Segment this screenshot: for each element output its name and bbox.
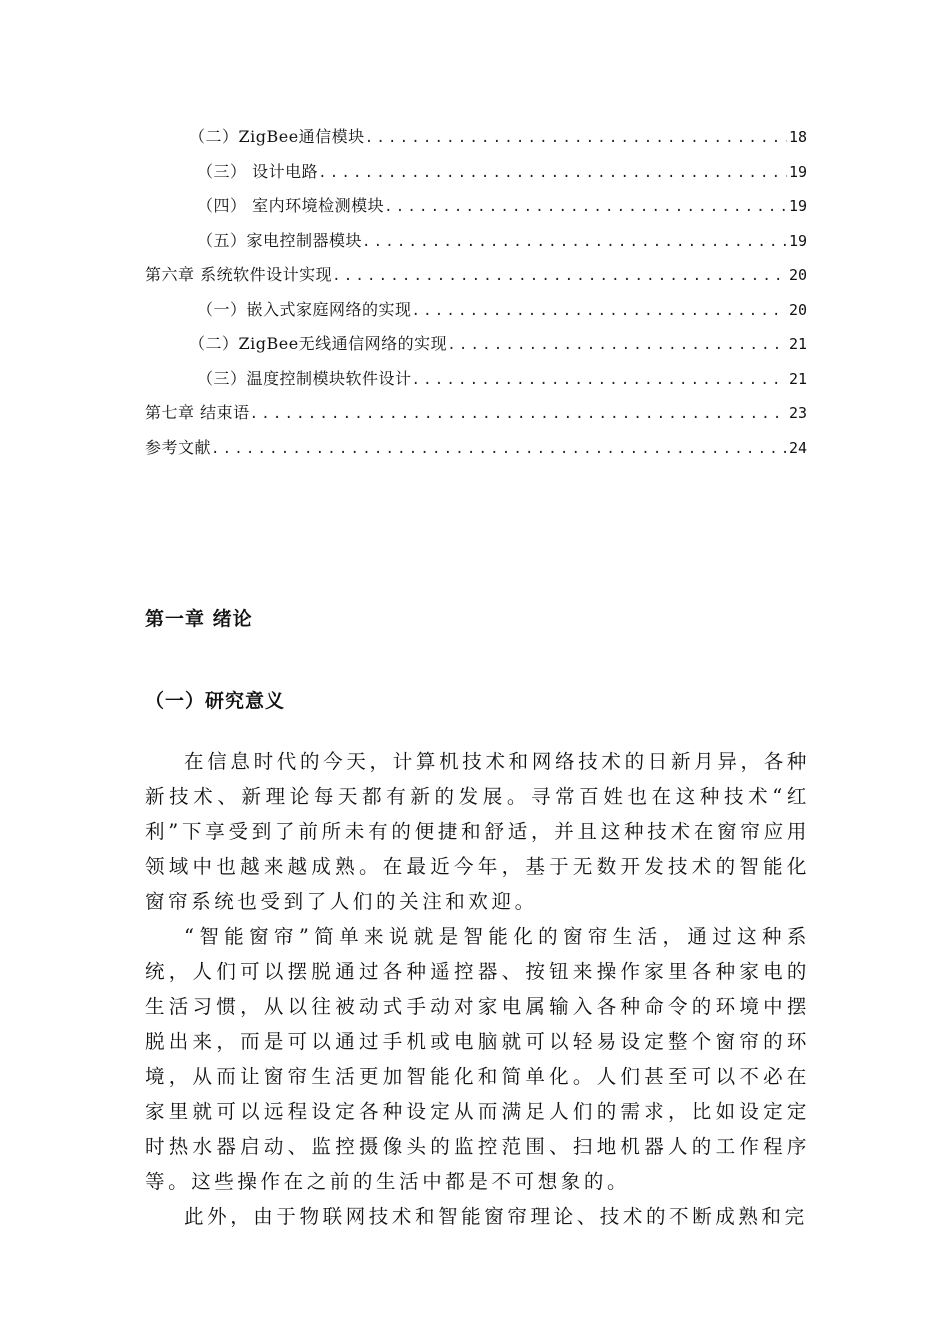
toc-entry[interactable]: [145, 258, 807, 293]
body-text: [145, 744, 810, 1234]
toc-entry-page: 20: [788, 266, 807, 284]
toc-leader-dots: [412, 363, 787, 398]
paragraph: 在信息时代的今天，计算机技术和网络技术的日新月异，各种新技术、新理论每天都有新的发展。寻常百姓也在这种技术“红利”下享受到了前所未有的便捷和舒适，并且这种技术在窗帘应用领域中也越来越成熟。在最近今年，基于无数开发技术的智能化窗帘系统也受到了人们的关注和欢迎。: [145, 750, 810, 913]
toc-leader-dots: [211, 432, 787, 467]
toc-entry[interactable]: [145, 224, 807, 259]
paragraph: “智能窗帘”简单来说就是智能化的窗帘生活，通过这种系统，人们可以摆脱通过各种遥控器、按钮来操作家里各种家电的生活习惯，从以往被动式手动对家电属输入各种命令的环境中摆脱出来，而是可以通过手机或电脑就可以轻易设定整个窗帘的环境，从而让窗帘生活更加智能化和简单化。人们甚至可以不必在家里就可以远程设定各种设定从而满足人们的需求，比如设定定时热水器启动、监控摄像头的监控范围、扫地机器人的工作程序等。这些操作在之前的生活中都是不可想象的。: [145, 925, 810, 1193]
toc-leader-dots: [318, 156, 787, 191]
toc-entry-title: （二）ZigBee通信模块: [189, 127, 365, 146]
toc-entry-page: 21: [788, 369, 807, 388]
toc-entry-title: （三）温度控制模块软件设计: [197, 368, 412, 388]
toc-entry-page: 19: [788, 162, 807, 181]
toc-entry-page: 18: [788, 128, 807, 146]
toc-entry-page: 23: [788, 404, 807, 422]
toc-entry-page: 20: [788, 300, 807, 319]
toc-leader-dots: [362, 225, 787, 260]
toc-leader-dots: [412, 294, 787, 329]
toc-entry-title: （一）嵌入式家庭网络的实现: [197, 299, 412, 319]
toc-entry-title: （四） 室内环境检测模块: [197, 196, 385, 215]
toc-entry-title: 参考文献: [145, 437, 212, 457]
toc-leader-dots: [447, 328, 787, 363]
toc-entry-page: 19: [788, 197, 807, 215]
toc-entry-title: （五）家电控制器模块: [197, 230, 363, 250]
toc-leader-dots: [250, 397, 787, 432]
toc-entry[interactable]: [145, 189, 807, 224]
toc-leader-dots: [384, 190, 787, 225]
toc-entry[interactable]: [145, 293, 807, 328]
toc-entry-title: （二）ZigBee无线通信网络的实现: [189, 334, 448, 353]
paragraph: 此外，由于物联网技术和智能窗帘理论、技术的不断成熟和完: [184, 1205, 808, 1228]
toc-entry[interactable]: [145, 327, 807, 362]
toc-entry-title: 第七章 结束语: [145, 403, 250, 422]
table-of-contents: [145, 120, 807, 465]
toc-entry[interactable]: [145, 120, 807, 155]
toc-entry-page: 24: [788, 438, 807, 457]
toc-entry[interactable]: [145, 396, 807, 431]
toc-entry[interactable]: [145, 362, 807, 397]
toc-leader-dots: [365, 121, 787, 156]
toc-entry-page: 21: [788, 335, 807, 353]
section-title: （一）研究意义: [145, 690, 286, 712]
toc-entry-title: （三） 设计电路: [197, 161, 319, 181]
toc-entry-page: 19: [788, 231, 807, 250]
toc-entry-title: 第六章 系统软件设计实现: [145, 265, 333, 284]
toc-leader-dots: [332, 259, 787, 294]
toc-entry[interactable]: [145, 431, 807, 466]
chapter-title: 第一章 绪论: [145, 608, 253, 630]
toc-entry[interactable]: [145, 155, 807, 190]
